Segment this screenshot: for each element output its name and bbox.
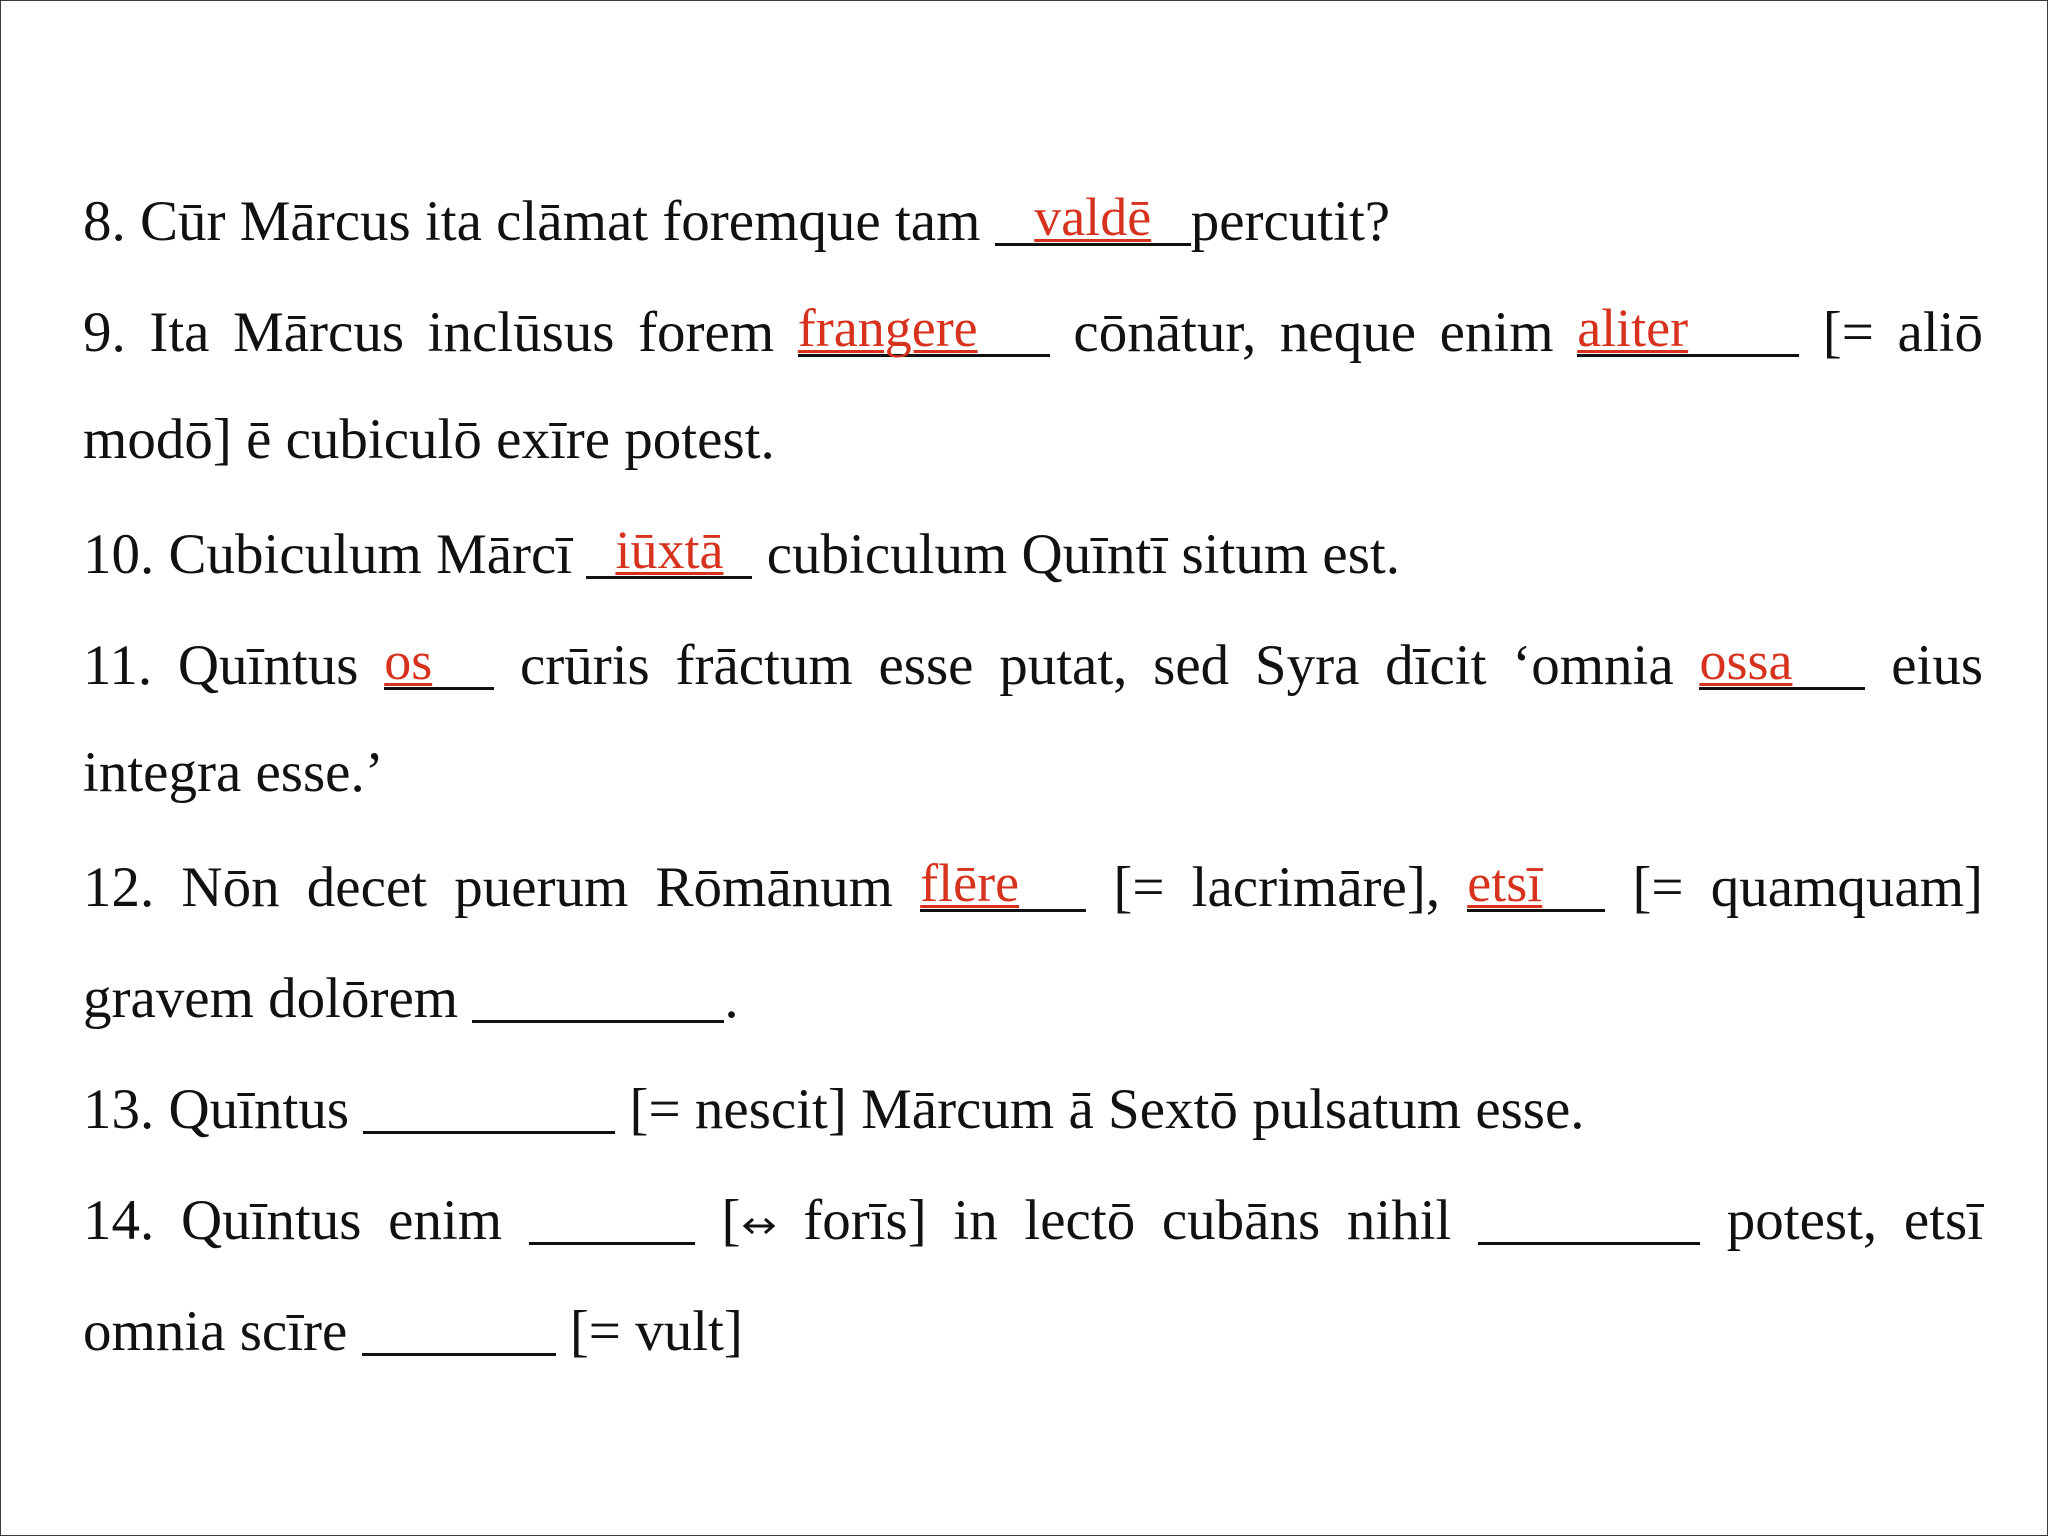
question-14-blank-1[interactable] (529, 1182, 695, 1245)
question-11-continuation (83, 738, 1983, 849)
question-14-text-after: potest, etsī (1726, 1189, 1984, 1252)
question-9 (83, 294, 1983, 405)
question-10-text-after: cubiculum Quīntī situm est. (766, 523, 1400, 586)
question-8-text-after: percutit? (1190, 190, 1391, 253)
question-9-text-after: [= aliō (1822, 301, 1984, 364)
question-11-blank-1[interactable] (384, 627, 494, 690)
question-14-bracket-group (722, 1189, 1452, 1252)
question-8 (83, 183, 1983, 294)
question-8-blank[interactable] (995, 183, 1191, 246)
question-14-continuation-before: omnia scīre (83, 1300, 348, 1363)
question-12-blank-3[interactable] (472, 960, 724, 1023)
question-14-text-before: 14. Quīntus enim (83, 1189, 503, 1252)
exercise-list (83, 183, 1983, 1404)
question-13-text-before: 13. Quīntus (83, 1078, 350, 1141)
question-8-answer: valdē (1034, 187, 1152, 247)
question-12-blank-2[interactable] (1467, 849, 1605, 912)
question-13-blank[interactable] (363, 1071, 615, 1134)
question-14-blank-2[interactable] (1478, 1182, 1700, 1245)
question-11-continuation-text: integra esse.’ (83, 741, 384, 804)
question-14-continuation (83, 1293, 1983, 1404)
question-9-continuation (83, 405, 1983, 516)
question-9-answer-1: frangere (797, 298, 978, 358)
question-11-text-after: eius (1891, 634, 1984, 697)
question-9-answer-2: aliter (1577, 298, 1689, 358)
question-12-text-after: [= quamquam] (1632, 856, 1984, 919)
question-14-blank-3[interactable] (362, 1293, 556, 1356)
left-right-arrow-icon (741, 1211, 777, 1241)
question-11-blank-2[interactable] (1699, 627, 1865, 690)
question-11-answer-1: os (384, 631, 433, 691)
question-10-answer: iūxtā (615, 520, 724, 580)
question-12-continuation (83, 960, 1983, 1071)
question-10-text-before: 10. Cubiculum Mārcī (83, 523, 573, 586)
question-14 (83, 1182, 1983, 1293)
question-14-bracket-open: [ (721, 1189, 741, 1252)
question-12-continuation-before: gravem dolōrem (83, 967, 459, 1030)
question-11 (83, 627, 1983, 738)
question-11-text-middle: crūris frāctum esse putat, sed Syra dīcit ‘omnia (519, 634, 1674, 697)
question-12-answer-1: flēre (920, 853, 1020, 913)
question-14-continuation-after: [= vult] (569, 1300, 743, 1363)
question-9-continuation-text: modō] ē cubiculō exīre potest. (83, 408, 775, 471)
question-10-blank[interactable] (586, 516, 752, 579)
question-12-text-before: 12. Nōn decet puerum Rōmānum (83, 856, 893, 919)
question-12 (83, 849, 1983, 960)
question-12-text-middle: [= lacrimāre], (1113, 856, 1441, 919)
question-9-text-middle: cōnātur, neque enim (1073, 301, 1554, 364)
question-10 (83, 516, 1983, 627)
question-9-text-before: 9. Ita Mārcus inclūsus forem (83, 301, 775, 364)
question-9-blank-1[interactable] (798, 294, 1050, 357)
question-8-text-before: 8. Cūr Mārcus ita clāmat foremque tam (83, 190, 981, 253)
question-13 (83, 1071, 1983, 1182)
question-14-text-middle: forīs] in lectō cubāns nihil (803, 1189, 1452, 1252)
question-13-text-after: [= nescit] Mārcum ā Sextō pulsatum esse. (629, 1078, 1585, 1141)
question-12-continuation-after: . (724, 967, 739, 1030)
question-11-answer-2: ossa (1699, 631, 1793, 691)
question-12-answer-2: etsī (1467, 853, 1543, 913)
question-9-blank-2[interactable] (1577, 294, 1799, 357)
question-12-blank-1[interactable] (920, 849, 1086, 912)
question-11-text-before: 11. Quīntus (83, 634, 359, 697)
